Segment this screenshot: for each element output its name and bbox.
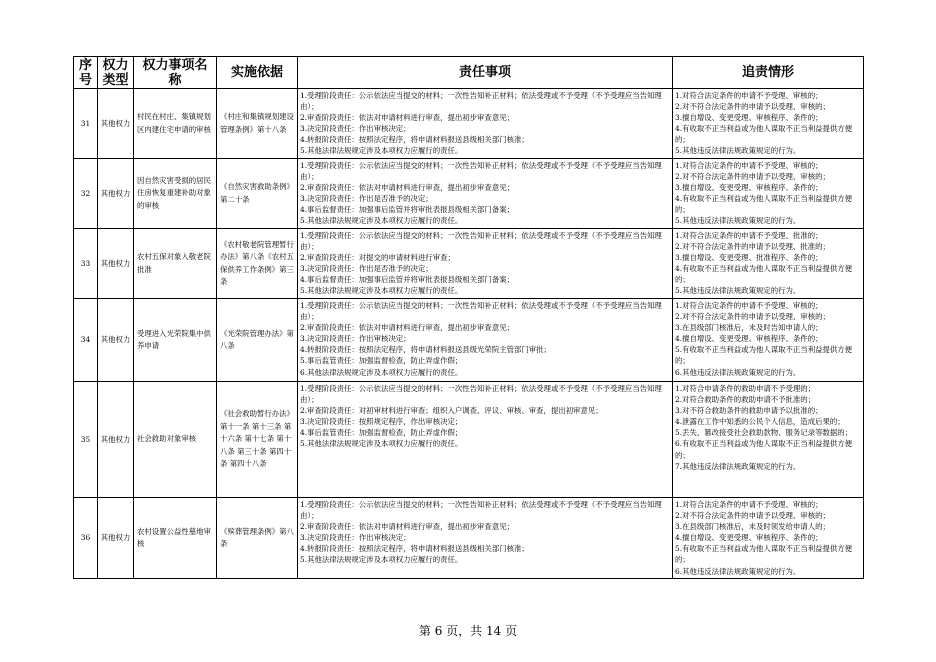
header-acc: 追责情形 xyxy=(673,57,864,89)
power-type: 其他权力 xyxy=(98,382,134,498)
responsibility-line: 2.审查阶段责任：依法对申请材料进行审查，提出初步审查意见； xyxy=(300,113,514,123)
accountability-list xyxy=(673,299,864,382)
accountability-line: 3.擅自增设、变更受理、审核程序、条件的； xyxy=(675,183,823,193)
responsibility-line: 3.决定阶段责任：作出是否准予的决定； xyxy=(300,264,433,274)
legal-basis: 《光荣院管理办法》第八条 xyxy=(217,299,298,382)
power-type: 其他权力 xyxy=(98,89,134,159)
power-item-name: 农村五保对象入敬老院批准 xyxy=(134,229,217,299)
page-footer: 第 6 页，共 14 页 xyxy=(418,624,518,638)
accountability-line: 1.对符合申请条件的救助申请不予受理的； xyxy=(675,384,816,393)
table-row xyxy=(74,229,864,299)
responsibility-line: 6.其他法律法规规定涉及本项权力应履行的责任。 xyxy=(300,367,463,377)
table-row xyxy=(74,89,864,159)
responsibility-line: 5.事后监管责任：加强监督检查，防止弄虚作假； xyxy=(300,356,463,366)
responsibility-line: 3.决定阶段责任：作出审核决定； xyxy=(300,124,411,134)
accountability-line: 3.对不符合救助条件的救助申请予以批准的； xyxy=(675,406,823,416)
accountability-line: 6.其他违反法律法规政策规定的行为。 xyxy=(675,367,801,377)
table-row xyxy=(74,299,864,382)
accountability-list xyxy=(673,159,864,229)
accountability-line: 3.擅自增设、变更受理、审核程序、条件的； xyxy=(675,113,823,123)
accountability-line: 5.丢失、篡改接受社会救助款物、服务记录等数据的； xyxy=(675,428,853,438)
accountability-list xyxy=(673,498,864,579)
accountability-line: 4.有收取不正当利益或为他人谋取不正当利益提供方便的； xyxy=(675,194,853,215)
accountability-line: 1.对符合法定条件的申请不予受理、审核的； xyxy=(675,161,823,170)
responsibility-line: 2.审查阶段责任：依法对申请材料进行审查，提出初步审查意见； xyxy=(300,522,514,532)
accountability-line: 2.对不符合法定条件的申请予以受理、审核的； xyxy=(675,511,830,521)
accountability-line: 4.擅自增设、变更受理、审核程序、条件的； xyxy=(675,533,823,543)
header-item: 权力事项名 称 xyxy=(134,57,217,89)
header-seq: 序号 xyxy=(74,57,98,89)
responsibility-line: 4.转报阶段责任：按照法定程序，将申请材料报送县级光荣院主管部门审批； xyxy=(300,345,551,355)
row-number: 32 xyxy=(74,159,98,229)
accountability-line: 3.在县级部门核准后，未及时告知申请人的； xyxy=(675,323,823,333)
power-type: 其他权力 xyxy=(98,299,134,382)
accountability-line: 3.擅自增设、变更受理、批准程序、条件的； xyxy=(675,253,823,263)
accountability-line: 6.有收取不正当利益或为他人谋取不正当利益提供方便的； xyxy=(675,439,853,460)
row-number: 31 xyxy=(74,89,98,159)
accountability-line: 3.在县级部门核准后，未及时领发给申请人的； xyxy=(675,522,830,532)
responsibility-line: 3.决定阶段责任：按照规定程序，作出审核决定； xyxy=(300,417,463,427)
responsibility-list xyxy=(298,89,673,159)
responsibility-list xyxy=(298,498,673,579)
header-type: 权力类型 xyxy=(98,57,134,89)
responsibility-line: 1.受理阶段责任：公示依法应当提交的材料；一次性告知补正材料；依法受理或不予受理（不予受理应当告知理由）； xyxy=(300,500,662,521)
power-type: 其他权力 xyxy=(98,498,134,579)
legal-basis: 《社会救助暂行办法》第十一条 第十三条 第十六条 第十七条 第十八条 第三十条 第四十条 第四十八条 xyxy=(217,382,298,498)
accountability-line: 4.有收取不正当利益或为他人谋取不正当利益提供方便的； xyxy=(675,264,853,285)
responsibility-line: 5.其他法律法规规定涉及本项权力应履行的责任。 xyxy=(300,555,463,565)
responsibility-line: 1.受理阶段责任：公示依法应当提交的材料；一次性告知补正材料；依法受理或不予受理（不予受理应当告知理由）； xyxy=(300,301,662,322)
row-number: 36 xyxy=(74,498,98,579)
row-number: 34 xyxy=(74,299,98,382)
power-item-name: 受理进入光荣院集中供养申请 xyxy=(134,299,217,382)
power-item-name: 因自然灾害受损的居民住房恢复重建补助对象的审核 xyxy=(134,159,217,229)
power-type: 其他权力 xyxy=(98,229,134,299)
accountability-line: 5.其他违反法律法规政策规定的行为。 xyxy=(675,286,801,296)
responsibility-line: 1.受理阶段责任：公示依法应当提交的材料；一次性告知补正材料；依法受理或不予受理（不予受理应当告知理由）； xyxy=(300,231,662,252)
accountability-line: 2.对不符合法定条件的申请予以受理、审核的； xyxy=(675,172,830,182)
responsibility-list xyxy=(298,299,673,382)
accountability-line: 5.有收取不正当利益或为他人谋取不正当利益提供方便的； xyxy=(675,544,853,565)
accountability-line: 4.泄露在工作中知悉的公民个人信息，造成后果的； xyxy=(675,417,845,427)
accountability-line: 1.对符合法定条件的申请不予受理、批准的； xyxy=(675,231,823,240)
power-list-table xyxy=(73,56,864,579)
accountability-line: 5.其他违反法律法规政策规定的行为。 xyxy=(675,146,801,156)
accountability-line: 5.有收取不正当利益或为他人谋取不正当利益提供方便的； xyxy=(675,345,853,366)
table-body xyxy=(74,89,864,579)
responsibility-line: 3.决定阶段责任：作出是否准予的决定； xyxy=(300,194,433,204)
power-item-name: 社会救助对象审核 xyxy=(134,382,217,498)
responsibility-line: 3.决定阶段责任：作出审核决定； xyxy=(300,533,411,543)
responsibility-list xyxy=(298,159,673,229)
accountability-line: 5.其他违反法律法规政策规定的行为。 xyxy=(675,216,801,226)
accountability-line: 2.对不符合法定条件的申请予以受理、审核的； xyxy=(675,312,830,322)
accountability-line: 4.擅自增设、变更受理、审核程序、条件的； xyxy=(675,334,823,344)
responsibility-line: 1.受理阶段责任：公示依法应当提交的材料；一次性告知补正材料；依法受理或不予受理（不予受理应当告知理由）； xyxy=(300,161,662,182)
responsibility-line: 3.决定阶段责任：作出审核决定； xyxy=(300,334,411,344)
accountability-line: 7.其他违反法律法规政策规定的行为。 xyxy=(675,461,801,471)
accountability-list xyxy=(673,89,864,159)
row-number: 33 xyxy=(74,229,98,299)
accountability-line: 2.对符合救助条件的救助申请不予批准的； xyxy=(675,395,816,405)
accountability-line: 1.对符合法定条件的申请不予受理、审核的； xyxy=(675,91,823,100)
accountability-line: 1.对符合法定条件的申请不予受理、审核的； xyxy=(675,500,823,509)
responsibility-line: 4.转报阶段责任：按照法定程序，将申请材料报送县级相关部门核准； xyxy=(300,135,529,145)
accountability-line: 2.对不符合法定条件的申请予以受理、批准的； xyxy=(675,242,830,252)
table-row xyxy=(74,498,864,579)
responsibility-line: 5.其他法律法规规定涉及本项权力应履行的责任。 xyxy=(300,439,463,449)
row-number: 35 xyxy=(74,382,98,498)
responsibility-line: 4.转报阶段责任：按照法定程序，将申请材料报送县级相关部门核准； xyxy=(300,544,529,554)
responsibility-line: 2.审查阶段责任：依法对申请材料进行审查，提出初步审查意见； xyxy=(300,183,514,193)
header-resp: 责任事项 xyxy=(298,57,673,89)
responsibility-list xyxy=(298,229,673,299)
table-row xyxy=(74,382,864,498)
responsibility-line: 1.受理阶段责任：公示依法应当提交的材料；一次性告知补正材料；依法受理或不予受理（不予受理应当告知理由）； xyxy=(300,384,662,405)
accountability-list xyxy=(673,229,864,299)
responsibility-line: 5.其他法律法规规定涉及本项权力应履行的责任。 xyxy=(300,216,463,226)
accountability-line: 2.对不符合法定条件的申请予以受理、审核的； xyxy=(675,102,830,112)
accountability-list xyxy=(673,382,864,498)
legal-basis: 《自然灾害救助条例》第二十条 xyxy=(217,159,298,229)
accountability-line: 6.其他违反法律法规政策规定的行为。 xyxy=(675,566,801,576)
responsibility-line: 2.审查阶段责任：对初审材料进行审查；组织入户调查、评议、审核、审查，提出初审意见； xyxy=(300,406,603,416)
power-type: 其他权力 xyxy=(98,159,134,229)
power-item-name: 农村设置公益性墓地审核 xyxy=(134,498,217,579)
responsibility-line: 1.受理阶段责任：公示依法应当提交的材料；一次性告知补正材料；依法受理或不予受理（不予受理应当告知理由）； xyxy=(300,91,662,112)
header-basis: 实施依据 xyxy=(217,57,298,89)
legal-basis: 《村庄和集镇规划建设管理条例》第十八条 xyxy=(217,89,298,159)
responsibility-line: 4.事后监督责任：加强事后监管并将审批表报县级相关部门备案； xyxy=(300,205,514,215)
responsibility-line: 4.事后监管责任：加强监督检查，防止弄虚作假； xyxy=(300,428,463,438)
accountability-line: 4.有收取不正当利益或为他人谋取不正当利益提供方便的； xyxy=(675,124,853,145)
responsibility-line: 2.审查阶段责任：依法对申请材料进行审查，提出初步审查意见； xyxy=(300,323,514,333)
legal-basis: 《农村敬老院管理暂行办法》第八条《农村五保供养工作条例》第三条 xyxy=(217,229,298,299)
responsibility-line: 2.审查阶段责任：对提交的申请材料进行审查； xyxy=(300,253,455,263)
responsibility-line: 5.其他法律法规规定涉及本项权力应履行的责任。 xyxy=(300,286,463,296)
responsibility-line: 4.事后监督责任：加强事后监管并将审批表报县级相关部门备案； xyxy=(300,275,514,285)
header-row xyxy=(74,57,864,89)
table-row xyxy=(74,159,864,229)
legal-basis: 《殡葬管理条例》第八条 xyxy=(217,498,298,579)
responsibility-line: 5.其他法律法规规定涉及本项权力应履行的责任。 xyxy=(300,146,463,156)
power-item-name: 村民在村庄、集镇规划区内建住宅申请的审核 xyxy=(134,89,217,159)
responsibility-list xyxy=(298,382,673,498)
accountability-line: 1.对符合法定条件的申请不予受理、审核的； xyxy=(675,301,823,310)
